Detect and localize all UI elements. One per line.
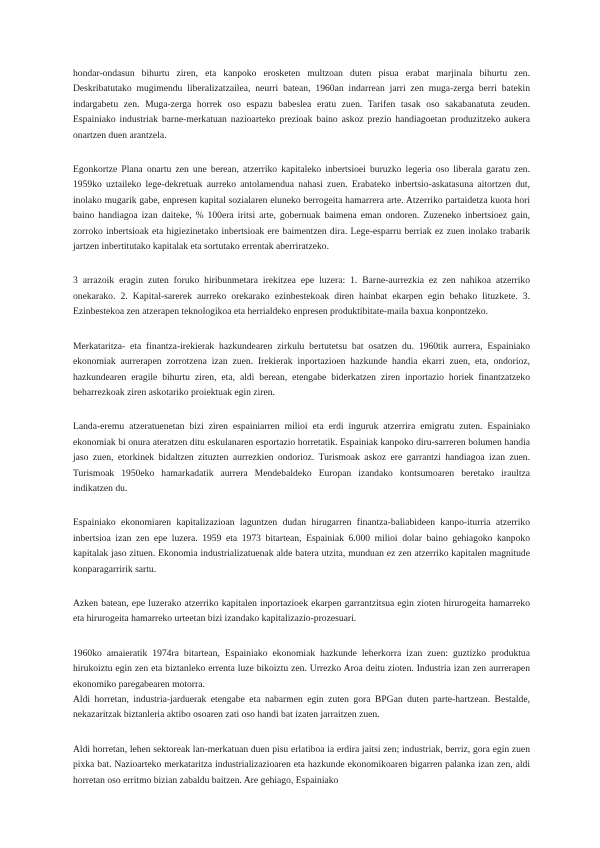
paragraph-9: Aldi horretan, industria-jarduerak etengabe eta nabarmen egin zuten gora BPGan duten parte-hartzean. Bestalde, nekazaritzak biztanleria aktibo osoaren zati oso handi bat izaten jarraitzen zuen. <box>73 694 530 721</box>
paragraph-7: Azken batean, epe luzerako atzerriko kapitalen inportazioek ekarpen garrantzitsua egin zioten hirurogeita hamarreko eta hirurogeita hamarreko urteetan bizi izandako kapitalizazio-prozesuari. <box>73 597 530 625</box>
paragraph-2: Egonkortze Plana onartu zen une berean, atzerriko kapitaleko inbertsioei buruzko legeria oso liberala garatu zen. 1959ko uztaileko lege-dekretuak aurreko antolamendua nahasi zuen. Erabateko inbertsio-askatasuna aitortzen dut, inolako mugarik gabe, enpresen kapital sozialaren eluneko berrogeita hamarrera arte. Atzerriko partaidetza kuota hori baino handiagoa izan daiteke, % 100era iritsi arte, gobernuak baimena eman ondoren. Zuzeneko inbertsioez gain, zorroko inbertsioak eta higiezinetako inbertsioak ere baimentzen dira. Lege-esparru berriak ez zuen inolako trabarik jartzen inbertitutako kapitalak eta sortutako errentak aberriratzeko. <box>73 164 530 253</box>
paragraph-4: Merkataritza- eta finantza-irekierak hazkundearen zirkulu bertutetsu bat osatzen du. 1960tik aurrera, Espainiako ekonomiak aurrerapen zorrotzena izan zuen. Irekierak inportazioen hazkunde handia ekarri zuen, eta, ondorioz, hazkundearen eragile bihurtu ziren, eta, aldi berean, etengabe biderkatzen ziren inportazio horiek finantzatzeko beharrezkoak ziren askotariko proiektuak egin ziren. <box>73 340 530 398</box>
document-page <box>73 66 530 807</box>
paragraph-1: hondar-ondasun bihurtu ziren, eta kanpoko erosketen multzoan duten pisua erabat marjinala bihurtu zen. Deskribatutako mugimendu liberalizatzailea, neurri batean, 1960an indarrean jarri zen muga-zerga berri batekin indargabetu zen. Muga-zerga horrek oso espazu babeslea eratu zuen. Tarifen tasak oso sakabanatuta zeuden. Espainiako industriak barne-merkatuan nazioarteko prezioak baino askoz prezio handiagoetan produzitzeko aukera onartzen duen arantzela. <box>73 68 530 141</box>
paragraph-3: 3 arrazoik eragin zuten foruko hiribunmetara irekitzea epe luzera: 1. Barne-aurrezkia ez zen nahikoa atzerriko onekarako. 2. Kapital-sarerek aurreko orekarako ezinbestekoak diren hainbat ekarpen egin behako lituzkete. 3. Ezinbestekoa zen atzerapen teknologikoa eta herrialdeko enpresen produktibitate-maila baxua konpontzeko. <box>73 275 530 318</box>
paragraph-5: Landa-eremu atzeratuenetan bizi ziren espainiarren milioi eta erdi inguruk atzerrira emigratu zuten. Espainiako ekonomiak bi onura ateratzen ditu eskulanaren esportazio horretatik. Espainiak kanpoko diru-sarreren bolumen handia jaso zuen, etorkinek bidaltzen zituzten aurrezkien ondorioz. Turismoak askoz ere garrantzi handiagoa izan zuen. Turismoak 1950eko hamarkadatik aurrera Mendebaldeko Europan izandako kontsumoaren beretako iraultza indikatzen du. <box>73 421 530 494</box>
paragraph-6: Espainiako ekonomiaren kapitalizazioan laguntzen dudan hirugarren finantza-baliabideen kanpo-iturria atzerriko inbertsioa izan zen epe luzera. 1959 eta 1973 bitartean, Espainiak 6.000 milioi dolar baino gehiagoko kanpoko kapitalak jaso zituen. Ekonomia industrializatuenak alde batera utzita, munduan ez zen atzerriko kapitalen magnitude konparagarririk sartu. <box>73 517 530 575</box>
paragraph-10: Aldi horretan, lehen sektoreak lan-merkatuan duen pisu erlatiboa ia erdira jaitsi zen; industriak, berriz, gora egin zuen pixka bat. Nazioarteko merkataritza industrializazioaren eta hazkunde ekonomikoaren bigarren palanka izan zen, aldi horretan oso erritmo bizian zabaldu baitzen. Are gehiago, Espainiako <box>73 743 530 786</box>
paragraph-8: 1960ko amaieratik 1974ra bitartean, Espainiako ekonomiak hazkunde leherkorra izan zuen: guztizko produktua hirukoiztu egin zen eta biztanleko errenta luze bikoiztu zen. Urrezko Aroa deitu zioten. Industria izan zen aurrerapen ekonomiko paregabearen motorra. <box>73 647 530 690</box>
